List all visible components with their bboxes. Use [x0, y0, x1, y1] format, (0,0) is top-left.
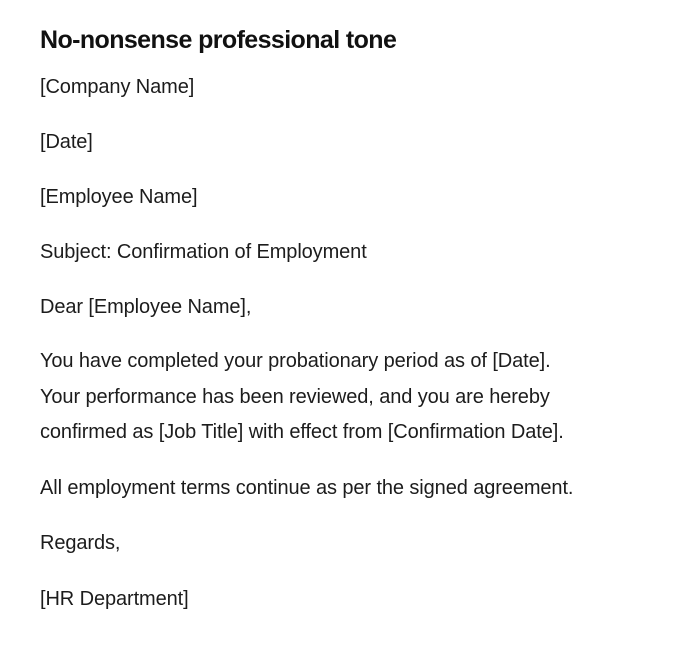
company-name: [Company Name] — [40, 76, 195, 98]
body-paragraph-1-line: confirmed as [Job Title] with effect from [Confirmation Date]. — [40, 421, 564, 443]
body-paragraph-1-line: Your performance has been reviewed, and you are hereby — [40, 385, 550, 408]
signature: [HR Department] — [40, 588, 189, 610]
body-paragraph-1 — [40, 344, 680, 451]
salutation: Dear [Employee Name], — [40, 296, 252, 318]
letter-date: [Date] — [40, 131, 93, 153]
body-paragraph-2: All employment terms continue as per the signed agreement. — [40, 477, 574, 499]
document-title: No-nonsense professional tone — [40, 26, 397, 54]
employee-name: [Employee Name] — [40, 186, 198, 208]
closing: Regards, — [40, 532, 121, 554]
body-paragraph-1-line: You have completed your probationary period as of [Date]. — [40, 350, 551, 372]
subject-line: Subject: Confirmation of Employment — [40, 241, 367, 263]
